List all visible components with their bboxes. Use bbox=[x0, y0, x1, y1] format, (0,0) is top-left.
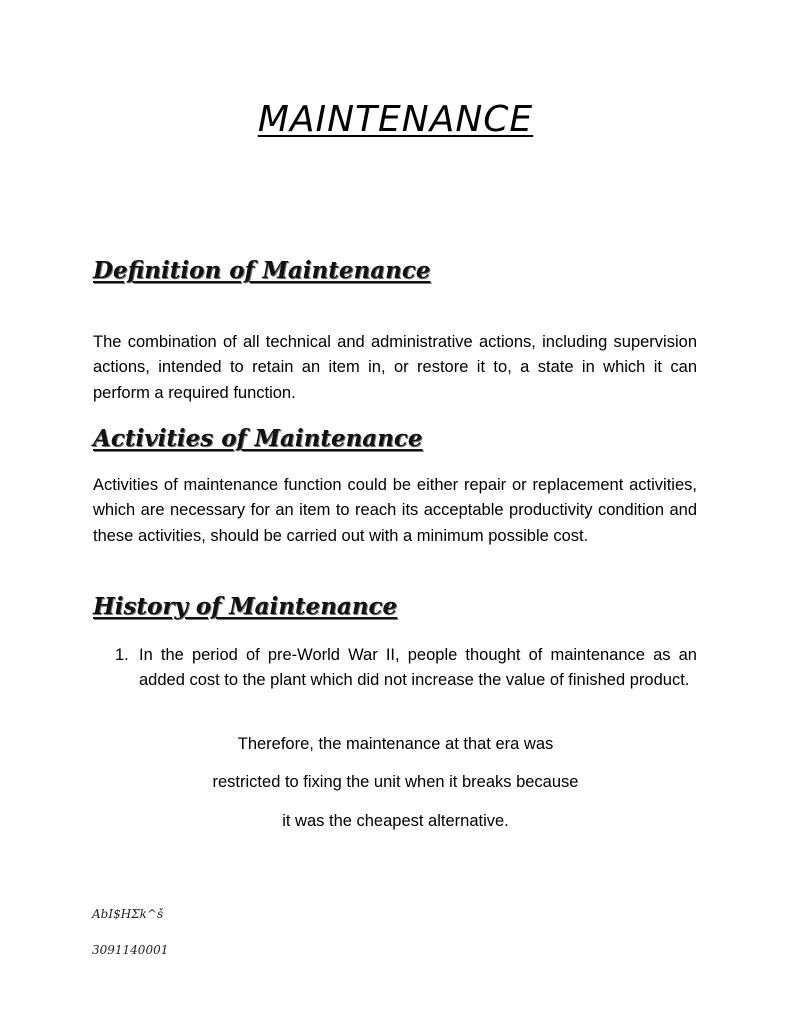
section-heading-history bbox=[93, 592, 397, 622]
list-item-number: 1. bbox=[115, 646, 129, 664]
section-heading-activities bbox=[93, 424, 423, 454]
history-list bbox=[93, 643, 697, 694]
section-heading-text: Definition of Maintenance bbox=[93, 257, 431, 284]
page-title bbox=[0, 98, 791, 142]
activities-paragraph: Activities of maintenance function could be either repair or replacement activities, which are necessary for an item to reach its acceptable productivity condition and these activities, should be carried out with a minimum possible cost. bbox=[93, 476, 697, 545]
centered-line: Therefore, the maintenance at that era was bbox=[237, 735, 554, 753]
centered-line: restricted to fixing the unit when it breaks because bbox=[212, 773, 579, 791]
section-heading-text: Activities of Maintenance bbox=[93, 425, 423, 452]
signature-name: AbI$HΣk^š bbox=[92, 907, 164, 921]
list-item-text: In the period of pre-World War II, people thought of maintenance as an added cost to the plant which did not increase the value of finished product. bbox=[139, 646, 697, 690]
definition-paragraph: The combination of all technical and administrative actions, including supervision actions, intended to retain an item in, or restore it to, a state in which it can perform a required function. bbox=[93, 333, 697, 402]
list-item bbox=[93, 643, 697, 694]
centered-line: it was the cheapest alternative. bbox=[282, 812, 509, 830]
section-heading-definition bbox=[93, 256, 431, 286]
section-heading-text: History of Maintenance bbox=[93, 593, 398, 620]
page-title-text: MAINTENANCE bbox=[257, 99, 534, 140]
signature-id: 3091140001 bbox=[92, 943, 169, 957]
